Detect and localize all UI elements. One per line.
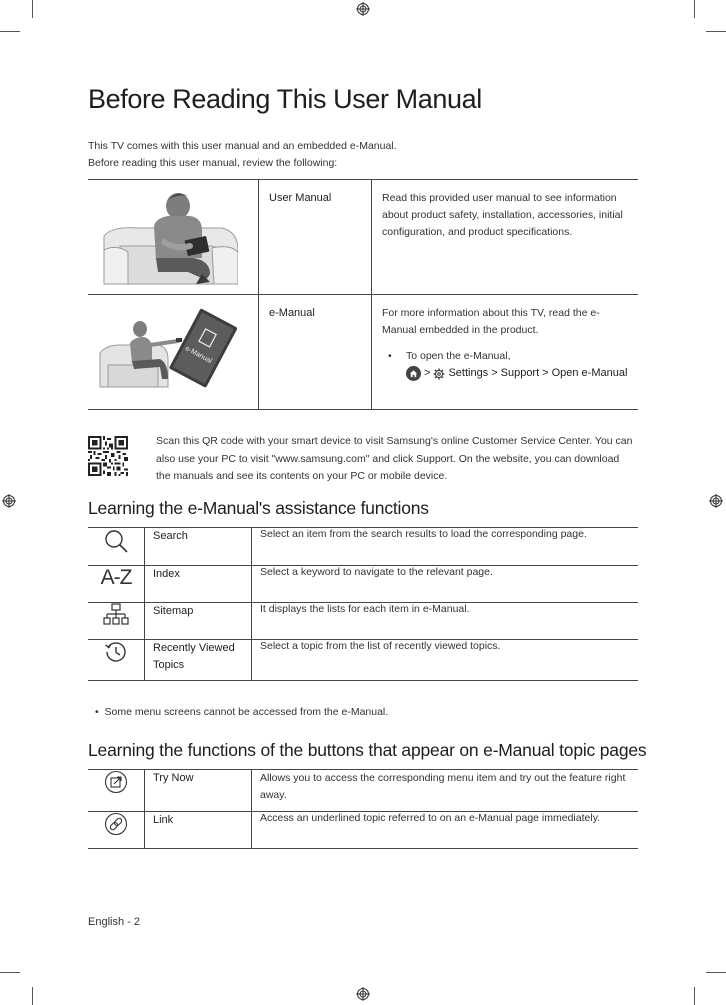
registration-mark-icon bbox=[356, 2, 370, 16]
menu-path bbox=[406, 365, 627, 382]
table-row bbox=[88, 566, 638, 603]
e-manual-instructions bbox=[382, 348, 628, 382]
index-icon-cell bbox=[88, 566, 145, 603]
button-description: Allows you to access the corresponding menu item and try out the feature right away. bbox=[252, 770, 639, 812]
function-description: It displays the lists for each item in e-Manual. bbox=[252, 603, 639, 640]
table-row bbox=[88, 180, 638, 295]
person-reading-manual-illustration bbox=[98, 188, 238, 286]
function-description: Select a topic from the list of recently viewed topics. bbox=[252, 640, 639, 681]
function-name: Recently Viewed Topics bbox=[145, 640, 252, 681]
button-name: Link bbox=[145, 812, 252, 849]
function-description: Select an item from the search results to load the corresponding page. bbox=[252, 528, 639, 566]
qr-code-description: Scan this QR code with your smart device to visit Samsung's online Customer Service Center. You can also use your PC to visit "www.samsung.com" and click Support. On the website, you can download the manuals and see its contents on your PC or mobile device. bbox=[156, 435, 633, 482]
tv-screen-label: e-Manual bbox=[183, 345, 213, 366]
sitemap-icon-cell bbox=[88, 603, 145, 640]
link-icon-cell bbox=[88, 812, 145, 849]
table-row bbox=[88, 770, 638, 812]
crop-mark bbox=[32, 0, 33, 18]
user-manual-description: Read this provided user manual to see information about product safety, installation, accessories, initial configuration, and product specifications. bbox=[372, 180, 639, 295]
crop-mark bbox=[694, 987, 695, 1005]
sitemap-icon bbox=[103, 603, 129, 627]
table-row bbox=[88, 603, 638, 640]
bullet-icon: • bbox=[95, 706, 99, 718]
crop-mark bbox=[0, 31, 20, 32]
intro-line: This TV comes with this user manual and an embedded e-Manual. bbox=[88, 140, 397, 152]
person-watching-tv-illustration bbox=[98, 303, 248, 391]
path-separator: > bbox=[491, 367, 498, 379]
search-icon bbox=[103, 528, 129, 554]
crop-mark bbox=[706, 972, 726, 973]
crop-mark bbox=[706, 31, 726, 32]
crop-mark bbox=[32, 987, 33, 1005]
path-open-e-manual: Open e-Manual bbox=[551, 367, 628, 379]
crop-mark bbox=[0, 972, 20, 973]
bullet-text: To open the e-Manual, bbox=[406, 350, 511, 362]
crop-mark bbox=[694, 0, 695, 18]
manual-types-table bbox=[88, 179, 638, 410]
qr-code-icon bbox=[88, 436, 128, 476]
recently-viewed-icon-cell bbox=[88, 640, 145, 681]
e-manual-description: For more information about this TV, read the e-Manual embedded in the product. bbox=[382, 307, 600, 336]
table-row bbox=[88, 528, 638, 566]
page-number: English - 2 bbox=[88, 916, 140, 928]
intro-text bbox=[88, 138, 397, 172]
e-manual-description-cell bbox=[372, 295, 639, 410]
recently-viewed-icon bbox=[104, 640, 128, 664]
home-icon bbox=[406, 366, 421, 381]
table-row bbox=[88, 295, 638, 410]
index-icon: A-Z bbox=[100, 566, 132, 589]
e-manual-illustration-cell bbox=[88, 295, 259, 410]
path-separator: > bbox=[542, 367, 549, 379]
table-row bbox=[88, 812, 638, 849]
section-heading-buttons: Learning the functions of the buttons that appear on e-Manual topic pages bbox=[88, 740, 647, 760]
note-text: Some menu screens cannot be accessed from the e-Manual. bbox=[104, 706, 389, 718]
try-now-icon-cell bbox=[88, 770, 145, 812]
intro-line: Before reading this user manual, review the following: bbox=[88, 157, 338, 169]
function-name: Search bbox=[145, 528, 252, 566]
link-icon bbox=[104, 812, 128, 836]
table-row bbox=[88, 640, 638, 681]
button-name: Try Now bbox=[145, 770, 252, 812]
note bbox=[95, 706, 388, 718]
topic-buttons-table bbox=[88, 769, 638, 849]
function-name: Index bbox=[145, 566, 252, 603]
assistance-functions-table bbox=[88, 527, 638, 681]
path-support: Support bbox=[500, 367, 540, 379]
gear-icon bbox=[433, 368, 445, 380]
button-description: Access an underlined topic referred to on an e-Manual page immediately. bbox=[252, 812, 639, 849]
search-icon-cell bbox=[88, 528, 145, 566]
registration-mark-icon bbox=[709, 494, 723, 508]
path-settings: Settings bbox=[448, 367, 489, 379]
try-now-icon bbox=[104, 770, 128, 794]
e-manual-name: e-Manual bbox=[259, 295, 372, 410]
path-separator: > bbox=[424, 367, 431, 379]
registration-mark-icon bbox=[2, 494, 16, 508]
function-description: Select a keyword to navigate to the relevant page. bbox=[252, 566, 639, 603]
function-name: Sitemap bbox=[145, 603, 252, 640]
section-heading-assistance: Learning the e-Manual's assistance functions bbox=[88, 498, 429, 518]
registration-mark-icon bbox=[356, 987, 370, 1001]
bullet-icon: • bbox=[388, 350, 392, 362]
page-title: Before Reading This User Manual bbox=[88, 84, 482, 114]
user-manual-illustration-cell bbox=[88, 180, 259, 295]
user-manual-name: User Manual bbox=[259, 180, 372, 295]
